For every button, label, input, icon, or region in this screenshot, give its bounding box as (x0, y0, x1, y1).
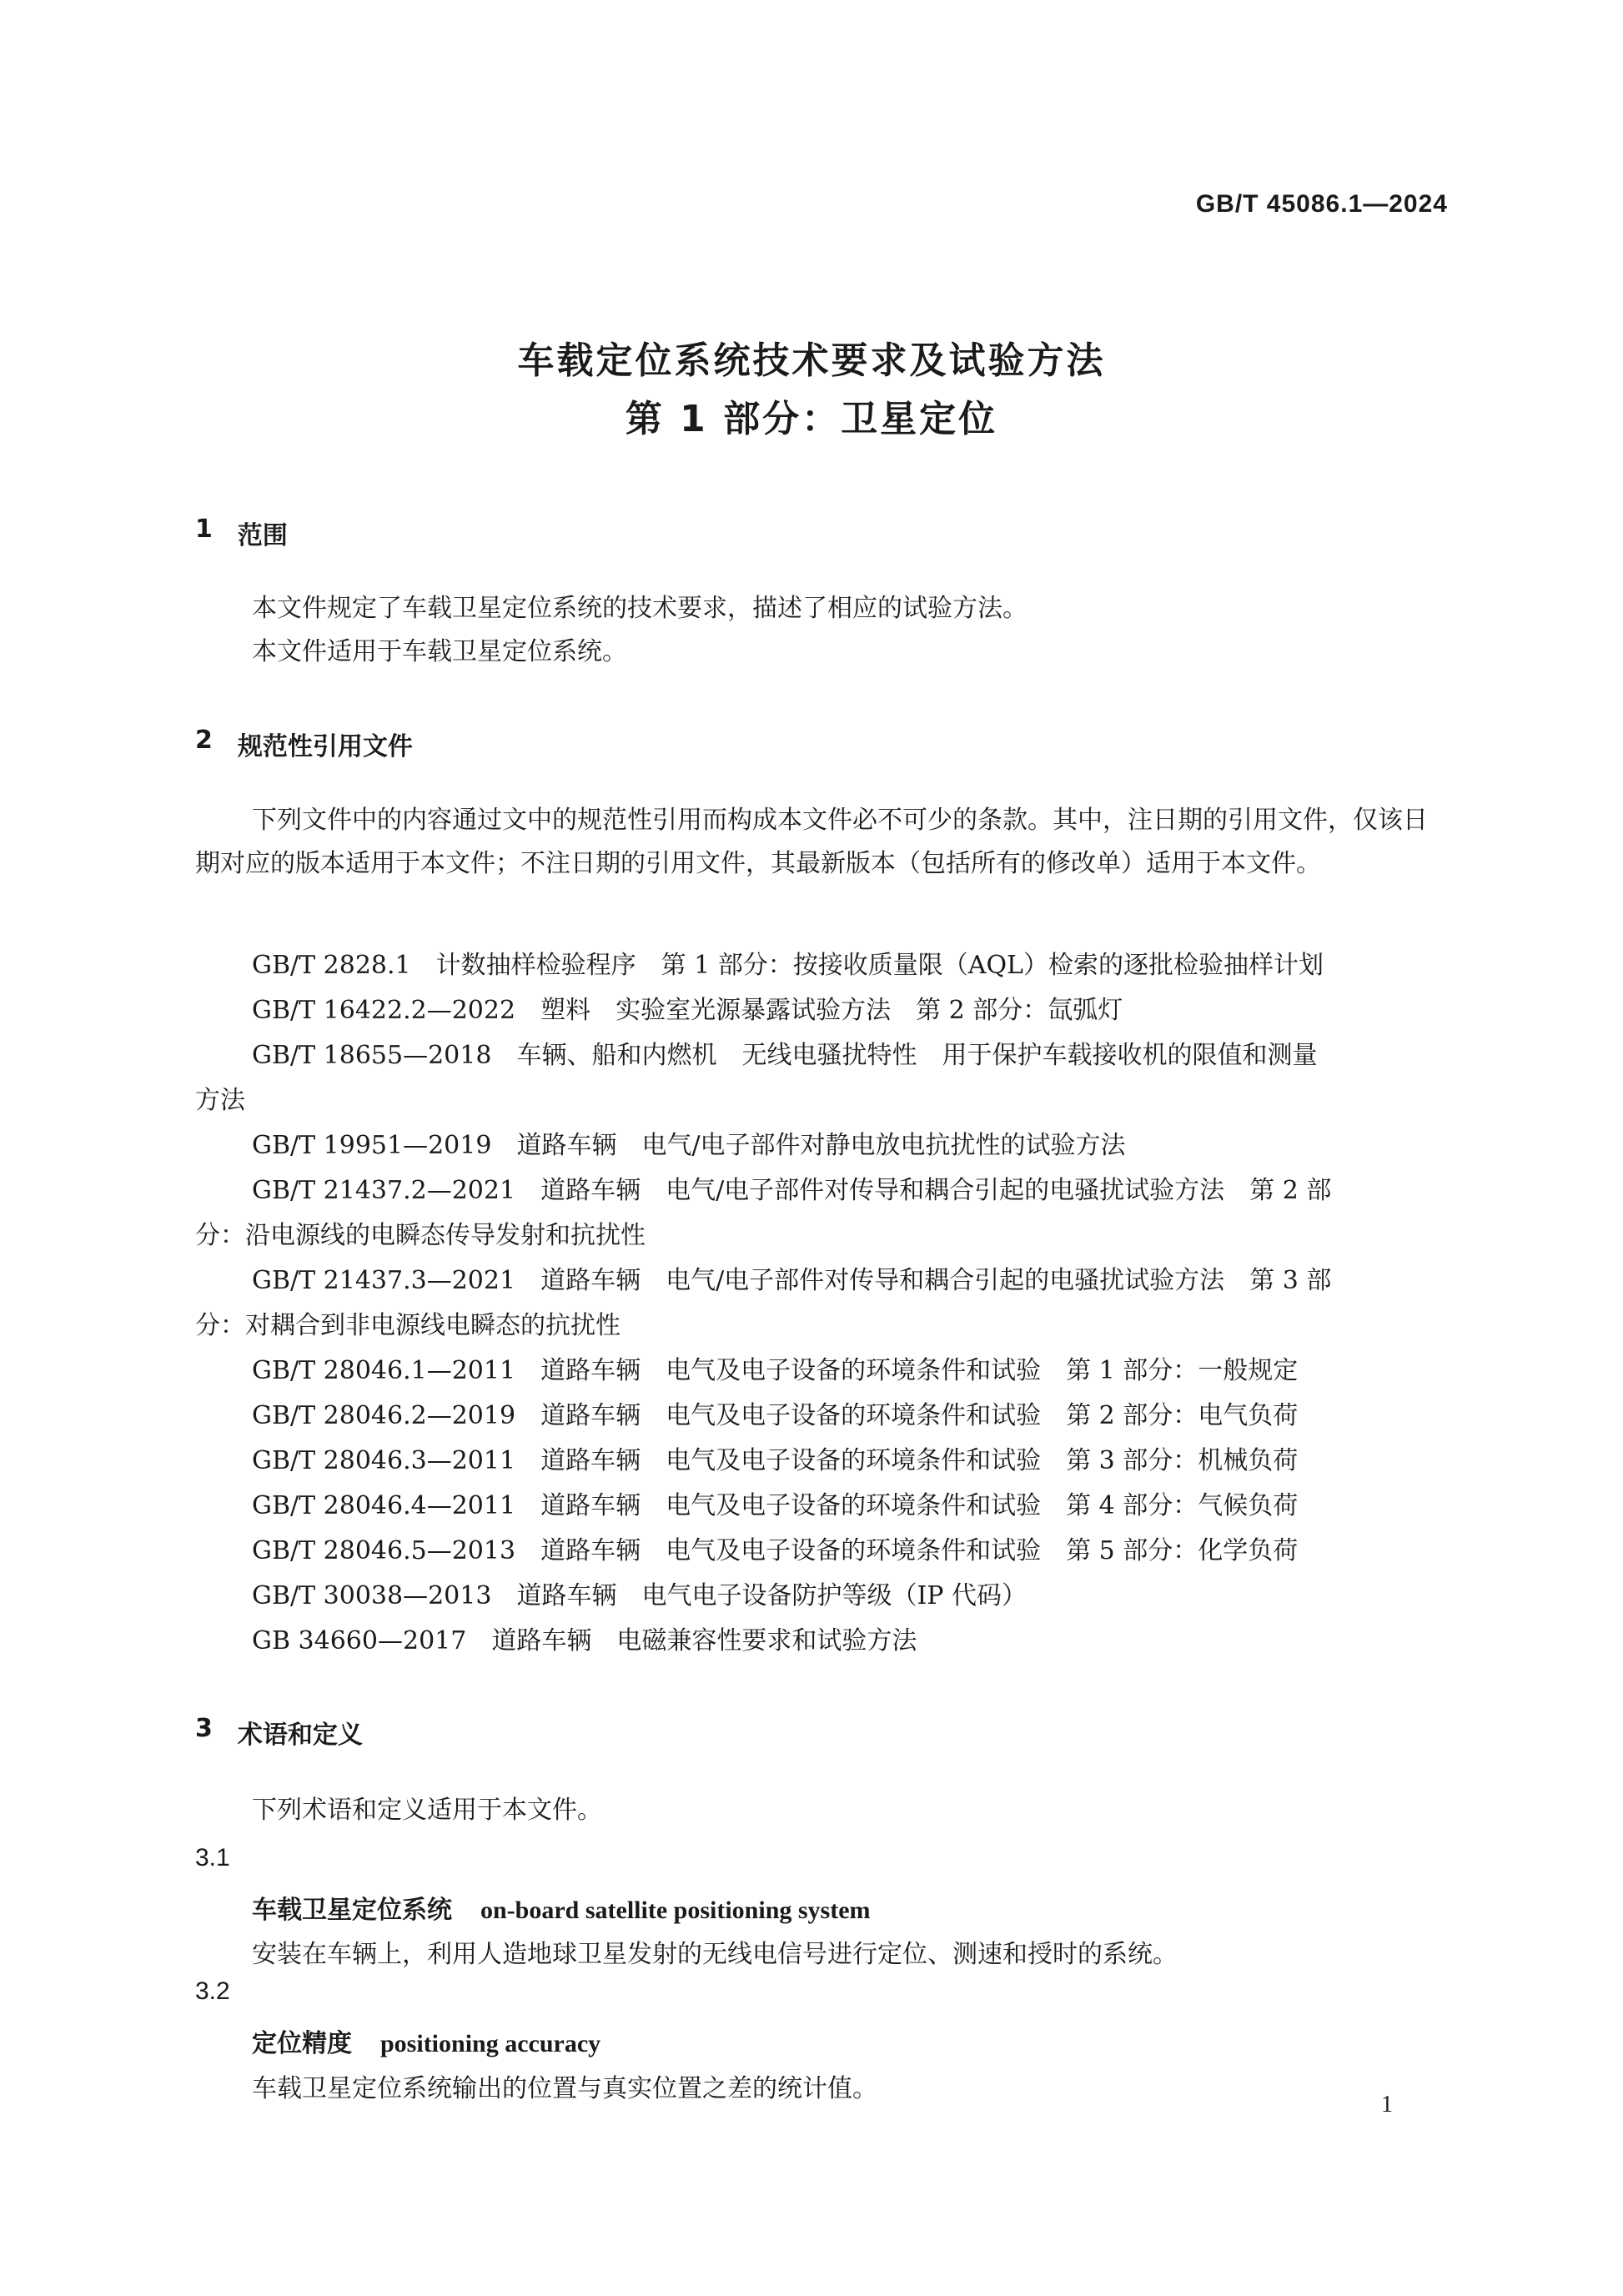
reference-item-continuation: 分：对耦合到非电源线电瞬态的抗扰性 (195, 1311, 621, 1340)
reference-item: GB/T 19951—2019 道路车辆 电气/电子部件对静电放电抗扰性的试验方法 (252, 1131, 1126, 1160)
term-title (252, 2022, 600, 2059)
reference-item-continuation: 方法 (195, 1086, 245, 1115)
section-number: 2 (195, 726, 213, 755)
term-definition: 安装在车辆上，利用人造地球卫星发射的无线电信号进行定位、测速和授时的系统。 (252, 1940, 1178, 1969)
section-3-heading (195, 1714, 363, 1751)
section-number: 3 (195, 1714, 213, 1743)
paragraph: 下列文件中的内容通过文中的规范性引用而构成本文件必不可少的条款。其中，注日期的引用文件，仅该日期对应的版本适用于本文件；不注日期的引用文件，其最新版本（包括所有的修改单）适用于本文件。 (195, 806, 1428, 878)
section-title: 术语和定义 (237, 1721, 363, 1750)
section-title: 规范性引用文件 (237, 732, 413, 761)
term-title (252, 1889, 871, 1926)
reference-item: GB/T 28046.4—2011 道路车辆 电气及电子设备的环境条件和试验 第 4 部分：气候负荷 (252, 1491, 1299, 1520)
document-title: 车载定位系统技术要求及试验方法 (517, 339, 1106, 382)
reference-item: GB/T 16422.2—2022 塑料 实验室光源暴露试验方法 第 2 部分：氙弧灯 (252, 996, 1123, 1025)
page-number: 1 (1381, 2092, 1393, 2118)
term-english: positioning accuracy (380, 2030, 601, 2057)
reference-item: GB/T 18655—2018 车辆、船和内燃机 无线电骚扰特性 用于保护车载接收机的限值和测量 (252, 1041, 1318, 1070)
term-chinese: 定位精度 (252, 2029, 352, 2058)
standard-number: GB/T 45086.1—2024 (1195, 190, 1448, 218)
reference-item: GB/T 28046.3—2011 道路车辆 电气及电子设备的环境条件和试验 第 3 部分：机械负荷 (252, 1446, 1299, 1475)
reference-item: GB/T 21437.2—2021 道路车辆 电气/电子部件对传导和耦合引起的电骚扰试验方法 第 2 部 (252, 1176, 1332, 1205)
reference-item: GB/T 28046.2—2019 道路车辆 电气及电子设备的环境条件和试验 第 2 部分：电气负荷 (252, 1401, 1299, 1430)
section-1-heading (195, 515, 288, 551)
section-title: 范围 (237, 521, 288, 550)
reference-item: GB/T 2828.1 计数抽样检验程序 第 1 部分：按接收质量限（AQL）检索的逐批检验抽样计划 (252, 951, 1324, 980)
reference-item: GB/T 28046.1—2011 道路车辆 电气及电子设备的环境条件和试验 第 1 部分：一般规定 (252, 1356, 1299, 1385)
reference-item-continuation: 分：沿电源线的电瞬态传导发射和抗扰性 (195, 1221, 646, 1250)
paragraph: 下列术语和定义适用于本文件。 (252, 1796, 602, 1825)
reference-item: GB/T 30038—2013 道路车辆 电气电子设备防护等级（IP 代码） (252, 1581, 1028, 1610)
reference-item: GB 34660—2017 道路车辆 电磁兼容性要求和试验方法 (252, 1626, 917, 1655)
paragraph: 本文件适用于车载卫星定位系统。 (252, 637, 627, 666)
term-english: on-board satellite positioning system (480, 1897, 871, 1924)
paragraph: 本文件规定了车载卫星定位系统的技术要求，描述了相应的试验方法。 (252, 594, 1028, 623)
term-number: 3.1 (195, 1844, 230, 1871)
section-number: 1 (195, 515, 213, 544)
reference-item: GB/T 28046.5—2013 道路车辆 电气及电子设备的环境条件和试验 第 5 部分：化学负荷 (252, 1536, 1299, 1565)
reference-item: GB/T 21437.3—2021 道路车辆 电气/电子部件对传导和耦合引起的电骚扰试验方法 第 3 部 (252, 1266, 1332, 1295)
term-chinese: 车载卫星定位系统 (252, 1896, 452, 1925)
term-number: 3.2 (195, 1977, 230, 2005)
document-subtitle: 第 1 部分：卫星定位 (625, 398, 998, 440)
term-definition: 车载卫星定位系统输出的位置与真实位置之差的统计值。 (252, 2074, 877, 2103)
section-2-heading (195, 726, 413, 762)
